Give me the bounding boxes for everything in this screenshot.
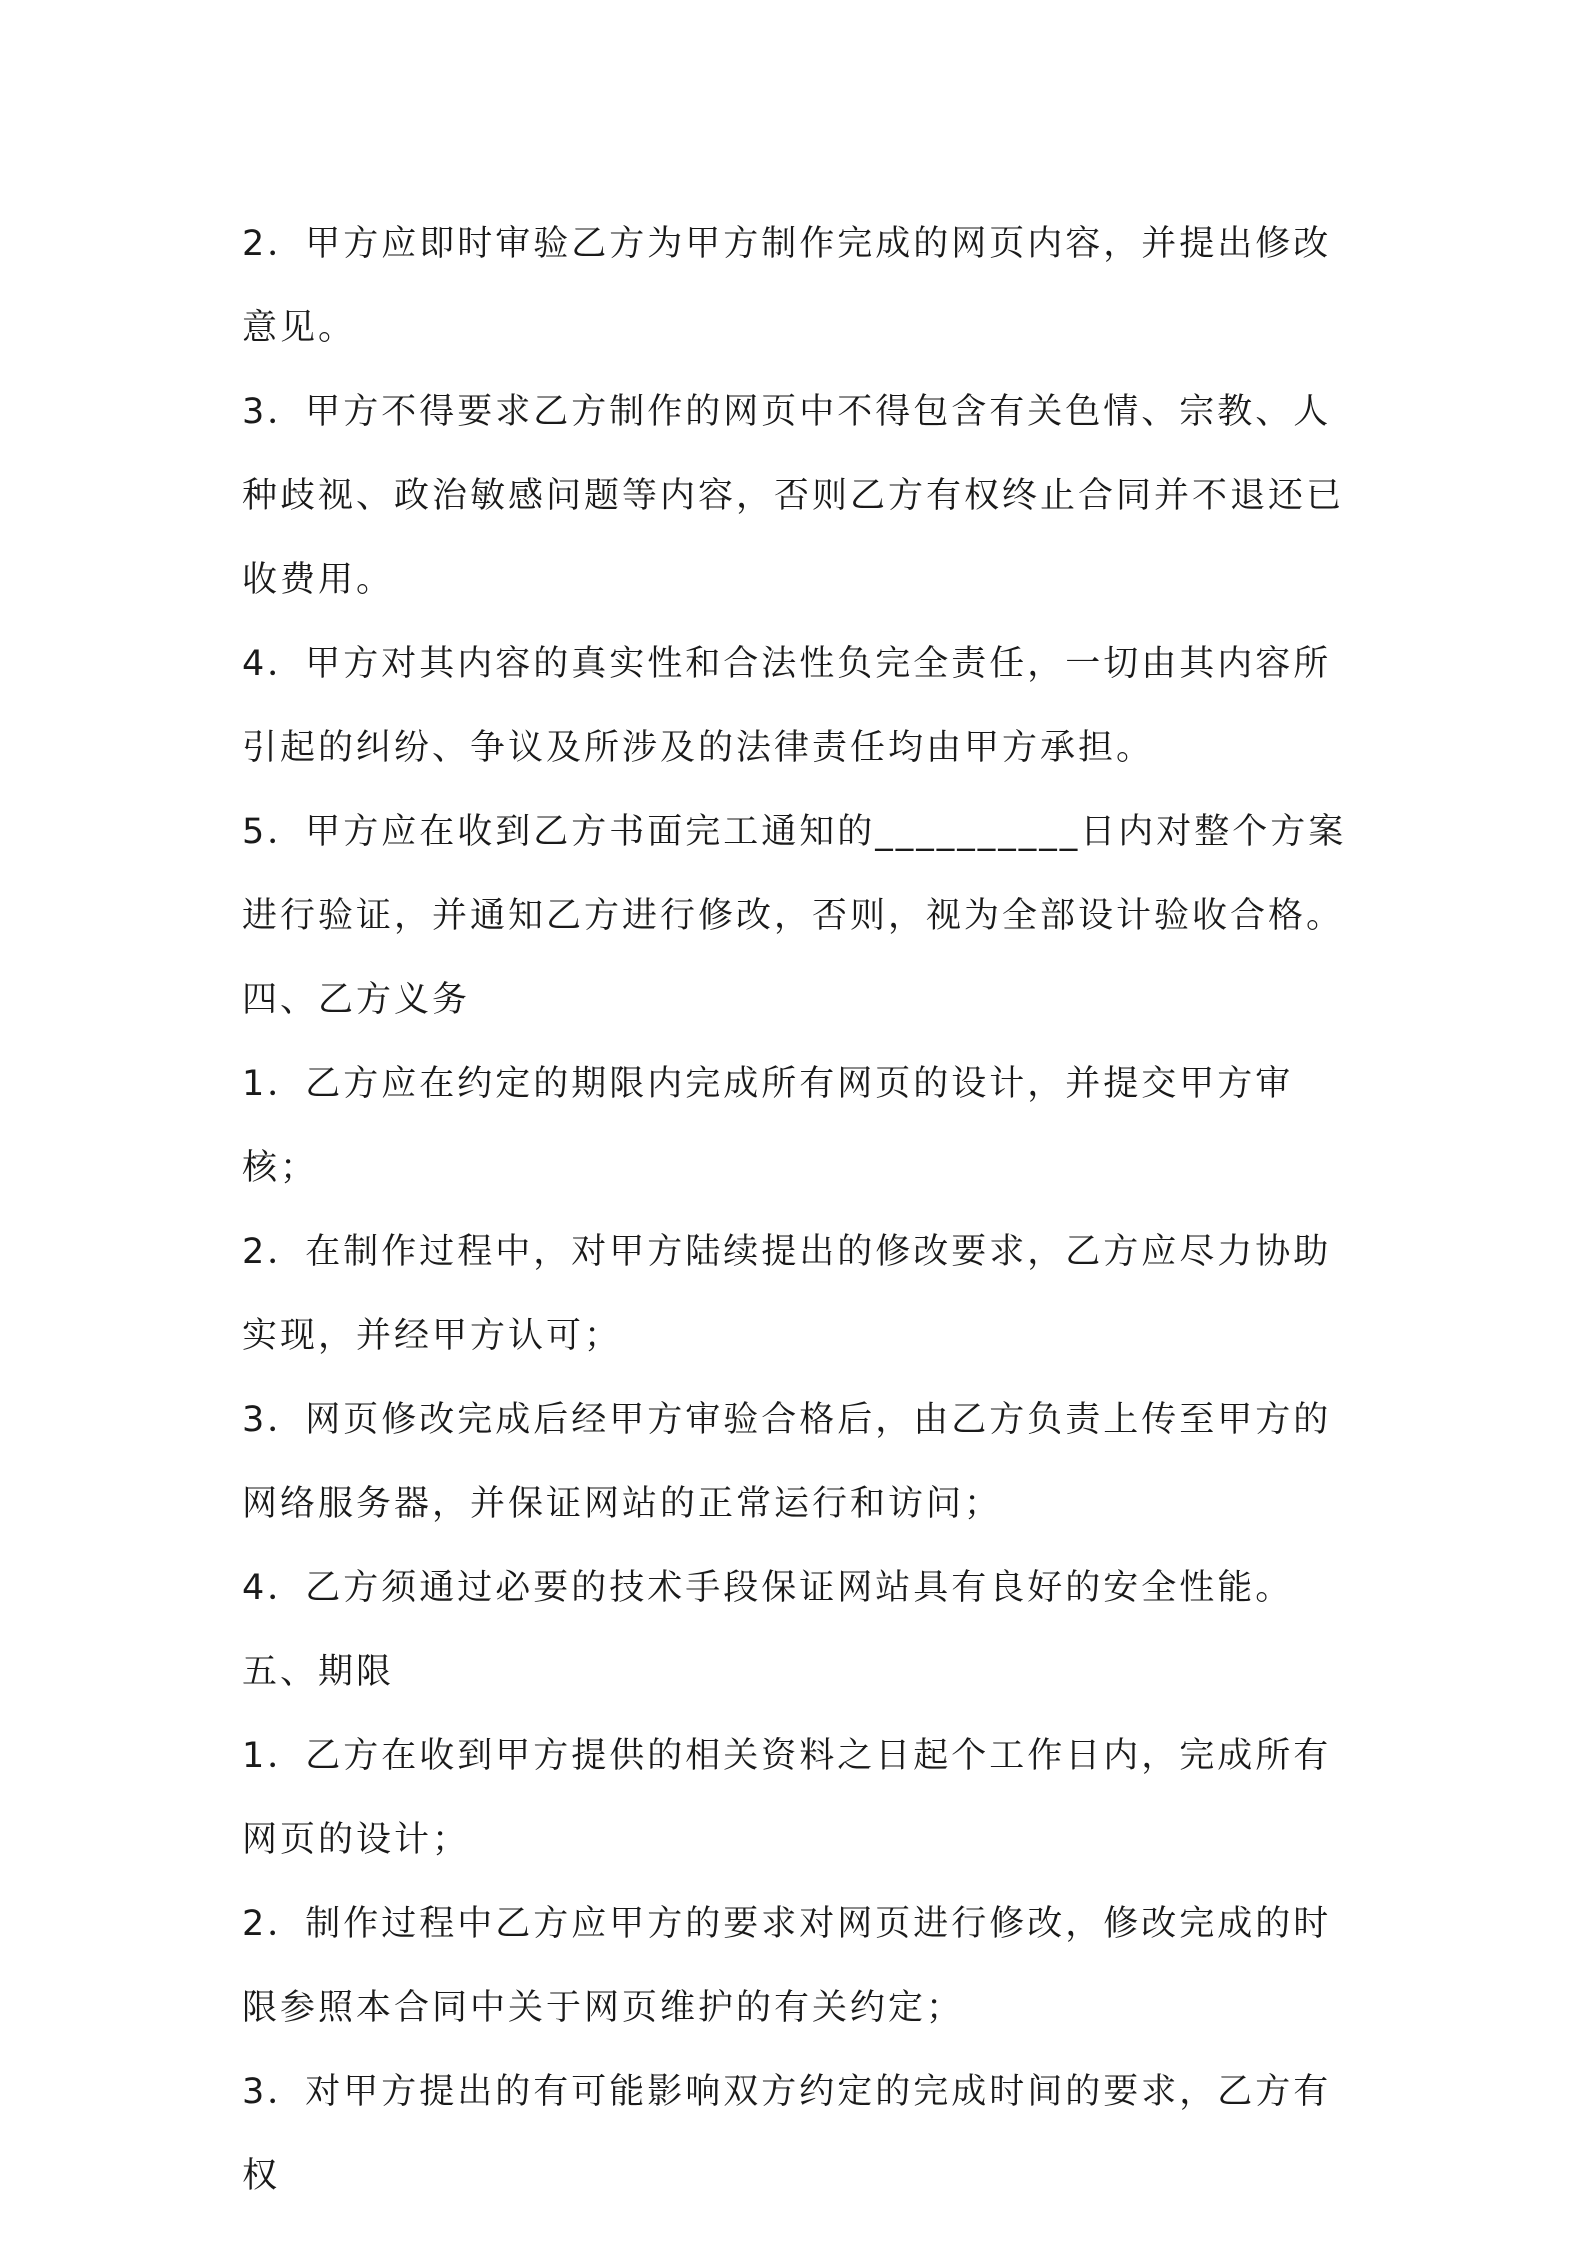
clause-3-4: 4．甲方对其内容的真实性和合法性负完全责任，一切由其内容所引起的纠纷、争议及所涉及的法律责任均由甲方承担。 <box>242 644 1332 768</box>
clause-4-3: 3．网页修改完成后经甲方审验合格后，由乙方负责上传至甲方的网络服务器，并保证网站的正常运行和访问； <box>242 1400 1332 1524</box>
section-heading-party-b-obligations: 四、乙方义务 <box>242 980 471 1020</box>
clause-5-3: 3．对甲方提出的有可能影响双方约定的完成时间的要求，乙方有权 <box>242 2072 1332 2196</box>
clause-4-2: 2．在制作过程中，对甲方陆续提出的修改要求，乙方应尽力协助实现，并经甲方认可； <box>242 1232 1332 1356</box>
clause-5-2: 2．制作过程中乙方应甲方的要求对网页进行修改，修改完成的时限参照本合同中关于网页维护的有关约定； <box>242 1904 1332 2028</box>
clause-4-1: 1．乙方应在约定的期限内完成所有网页的设计，并提交甲方审核； <box>242 1064 1294 1188</box>
clause-3-2: 2．甲方应即时审验乙方为甲方制作完成的网页内容，并提出修改意见。 <box>242 224 1332 348</box>
clause-4-4: 4．乙方须通过必要的技术手段保证网站具有良好的安全性能。 <box>242 1568 1294 1608</box>
section-heading-term: 五、期限 <box>242 1652 395 1692</box>
contract-body <box>242 202 1362 2218</box>
clause-5-1: 1．乙方在收到甲方提供的相关资料之日起个工作日内，完成所有网页的设计； <box>242 1736 1332 1860</box>
clause-3-3: 3．甲方不得要求乙方制作的网页中不得包含有关色情、宗教、人种歧视、政治敏感问题等内容，否则乙方有权终止合同并不退还已收费用。 <box>242 392 1345 600</box>
clause-3-5: 5．甲方应在收到乙方书面完工通知的__________日内对整个方案进行验证，并通知乙方进行修改，否则，视为全部设计验收合格。 <box>242 812 1347 936</box>
